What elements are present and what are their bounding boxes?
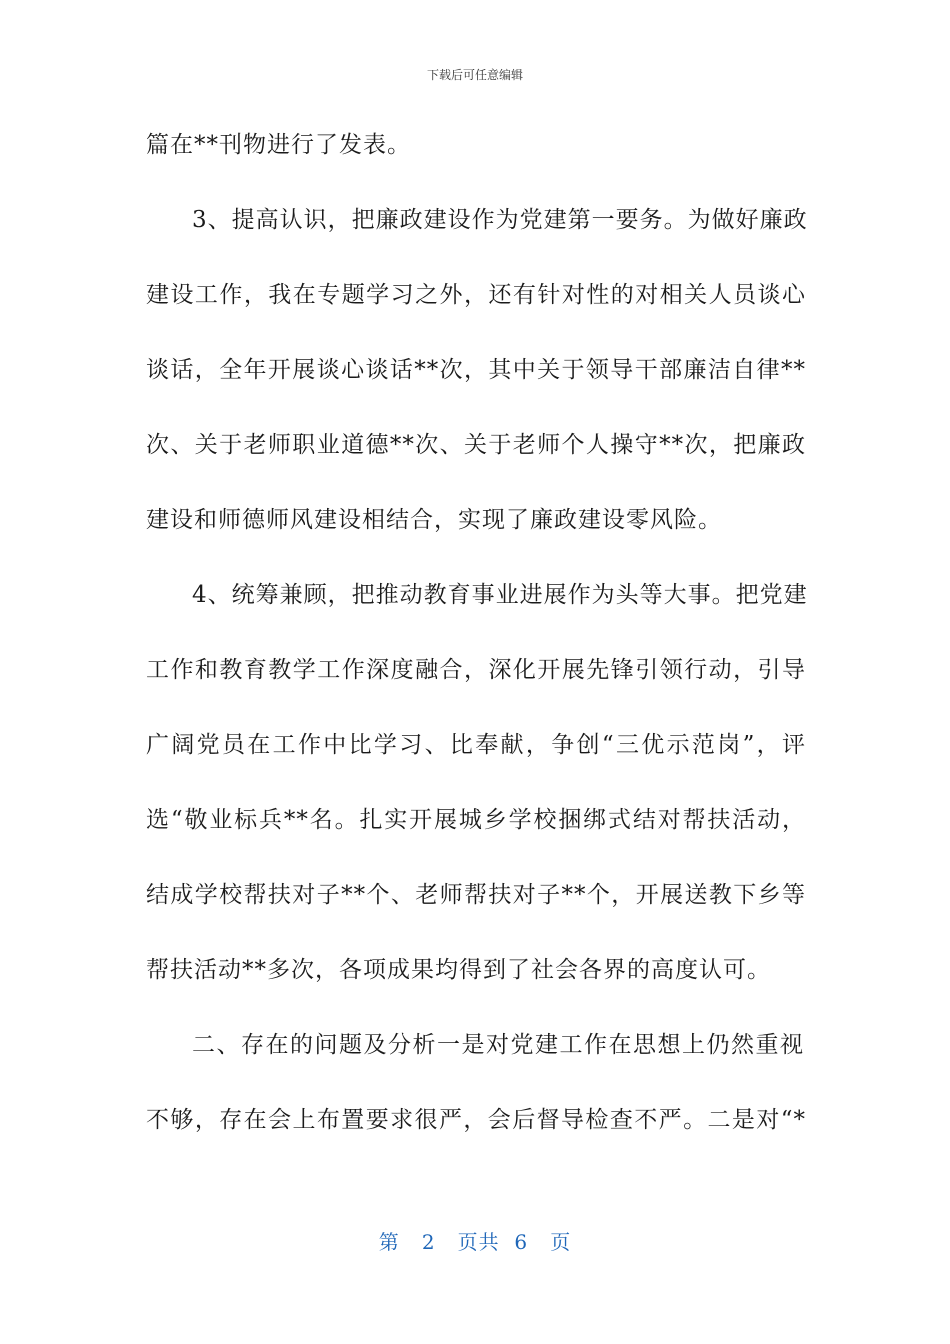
- footer-prefix: 第: [378, 1230, 400, 1254]
- paragraph-line: 谈话，全年开展谈心谈话**次，其中关于领导干部廉洁自律**: [146, 357, 806, 383]
- paragraph-line: 建设和师德师风建设相结合，实现了廉政建设零风险。: [146, 507, 722, 533]
- footer-middle: 页共: [457, 1230, 500, 1254]
- paragraph-line: 工作和教育教学工作深度融合，深化开展先锋引领行动，引导: [146, 657, 806, 683]
- paragraph-line: 选“敬业标兵**名。扎实开展城乡学校捆绑式结对帮扶活动，: [146, 807, 806, 833]
- footer-suffix: 页: [550, 1230, 572, 1254]
- footer-page-number: 2: [421, 1230, 436, 1254]
- paragraph-line: 二、存在的问题及分析一是对党建工作在思想上仍然重视: [192, 1032, 804, 1058]
- paragraph-line: 帮扶活动**多次，各项成果均得到了社会各界的高度认可。: [146, 957, 771, 983]
- paragraph-line: 4、统筹兼顾，把推动教育事业进展作为头等大事。把党建: [192, 582, 808, 608]
- page-footer: [0, 1226, 950, 1255]
- paragraph-line: 建设工作，我在专题学习之外，还有针对性的对相关人员谈心: [146, 282, 806, 308]
- paragraph-line: 结成学校帮扶对子**个、老师帮扶对子**个，开展送教下乡等: [146, 882, 806, 908]
- header-note: 下载后可任意编辑: [426, 68, 523, 82]
- paragraph-line: 广阔党员在工作中比学习、比奉献，争创“三优示范岗”，评: [146, 732, 806, 758]
- paragraph-line: 篇在**刊物进行了发表。: [146, 132, 411, 158]
- paragraph-line: 次、关于老师职业道德**次、关于老师个人操守**次，把廉政: [146, 432, 806, 458]
- footer-total-pages: 6: [514, 1230, 529, 1254]
- paragraph-line: 不够，存在会上布置要求很严，会后督导检查不严。二是对“*: [146, 1107, 806, 1133]
- paragraph-line: 3、提高认识，把廉政建设作为党建第一要务。为做好廉政: [192, 207, 808, 233]
